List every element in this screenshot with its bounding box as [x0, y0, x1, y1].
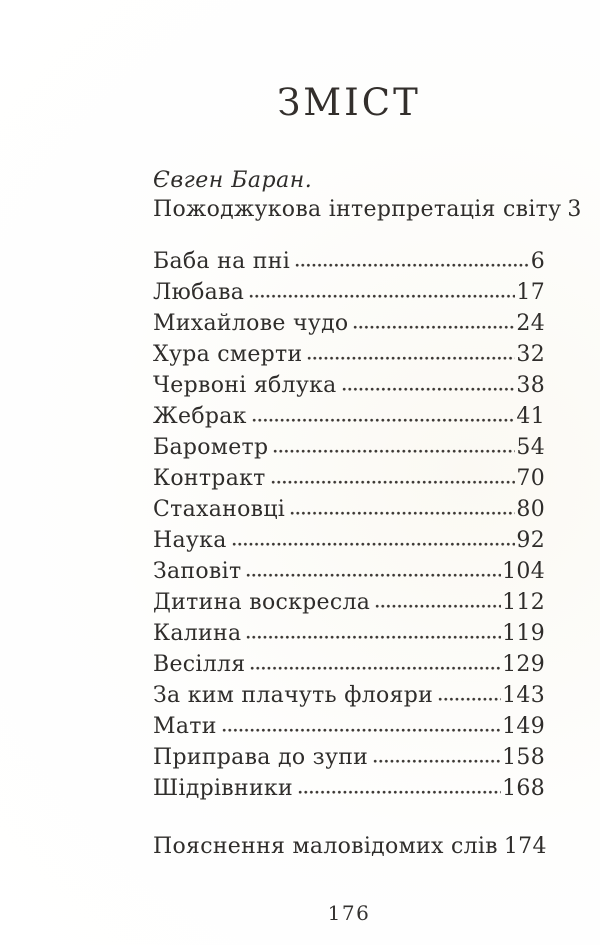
toc-row — [153, 775, 545, 806]
dot-leader — [295, 261, 530, 268]
toc-entry-label: Пояснення маловідомих слів — [153, 834, 498, 859]
toc-entry-page: 32 — [516, 342, 545, 367]
toc-list — [153, 248, 545, 806]
toc-row — [153, 279, 545, 310]
toc-entry-page: 41 — [516, 404, 545, 429]
dot-leader — [342, 385, 516, 392]
toc-row — [153, 558, 545, 589]
dot-leader — [298, 788, 501, 795]
toc-entry-label: Жебрак — [153, 404, 247, 429]
toc-entry-label: Калина — [153, 621, 242, 646]
toc-entry-label: Приправа до зупи — [153, 745, 369, 770]
dot-leader — [222, 726, 501, 733]
toc-entry-page: 112 — [502, 590, 545, 615]
toc-row — [153, 589, 545, 620]
toc-entry-page: 92 — [516, 528, 545, 553]
dot-leader — [353, 323, 515, 330]
toc-entry-page: 38 — [516, 373, 545, 398]
toc-entry-page: 104 — [502, 559, 545, 584]
toc-entry-label: Пожоджукова інтерпретація світу — [153, 197, 562, 222]
toc-entry-page: 17 — [516, 280, 545, 305]
toc-entry-page: 54 — [516, 435, 545, 460]
toc-entry-page: 24 — [516, 311, 545, 336]
dot-leader — [271, 478, 516, 485]
toc-row — [153, 248, 545, 279]
toc-entry-page: 80 — [516, 497, 545, 522]
toc-row — [153, 496, 545, 527]
toc-row — [153, 744, 545, 775]
toc-row — [153, 620, 545, 651]
toc-row — [153, 434, 545, 465]
toc-entry-page: 149 — [502, 714, 545, 739]
toc-entry-label: Заповіт — [153, 559, 242, 584]
dot-leader — [373, 757, 501, 764]
toc-entry-label: Михайлове чудо — [153, 311, 349, 336]
toc-entry-label: Барометр — [153, 435, 269, 460]
toc-entry-page: 168 — [502, 776, 545, 801]
toc-entry-page: 129 — [502, 652, 545, 677]
toc-entry-label: Баба на пні — [153, 249, 291, 274]
toc-entry-label: Весілля — [153, 652, 246, 677]
toc-entry-page: 174 — [503, 834, 547, 859]
toc-content — [153, 0, 582, 864]
dot-leader — [438, 695, 501, 702]
toc-row — [153, 310, 545, 341]
footer-page-number: 176 — [327, 901, 371, 925]
toc-entry-label: Контракт — [153, 466, 266, 491]
toc-entry-label: Стахановці — [153, 497, 286, 522]
toc-row — [153, 341, 545, 372]
page-title: ЗМІСТ — [277, 81, 421, 124]
preface-author: Євген Баран. — [153, 168, 313, 193]
toc-entry-page: 158 — [502, 745, 545, 770]
toc-entry-label: Мати — [153, 714, 217, 739]
toc-row — [153, 372, 545, 403]
toc-entry-page: 3 — [567, 197, 582, 222]
dot-leader — [307, 354, 515, 361]
toc-row — [153, 527, 545, 558]
toc-entry-label: Наука — [153, 528, 227, 553]
dot-leader — [246, 571, 501, 578]
dot-leader — [250, 664, 501, 671]
toc-entry-label: Червоні яблука — [153, 373, 337, 398]
dot-leader — [246, 633, 501, 640]
toc-entry-label: За ким плачуть флояри — [153, 683, 434, 708]
toc-row — [153, 196, 582, 227]
dot-leader — [232, 540, 516, 547]
dot-leader — [290, 509, 515, 516]
toc-entry-label: Любава — [153, 280, 245, 305]
toc-entry-page: 6 — [530, 249, 545, 274]
toc-entry-label: Дитина воскресла — [153, 590, 371, 615]
glossary-row — [153, 833, 545, 864]
toc-entry-page: 143 — [502, 683, 545, 708]
toc-entry-page: 119 — [502, 621, 545, 646]
dot-leader — [375, 602, 501, 609]
toc-row — [153, 403, 545, 434]
dot-leader — [249, 292, 515, 299]
toc-row — [153, 465, 545, 496]
toc-entry-page: 70 — [516, 466, 545, 491]
preface-section — [153, 166, 582, 227]
toc-entry-label: Шідрівники — [153, 776, 293, 801]
toc-row — [153, 651, 545, 682]
dot-leader — [273, 447, 515, 454]
dot-leader — [252, 416, 516, 423]
toc-row — [153, 713, 545, 744]
toc-entry-label: Хура смерти — [153, 342, 303, 367]
toc-row — [153, 682, 545, 713]
